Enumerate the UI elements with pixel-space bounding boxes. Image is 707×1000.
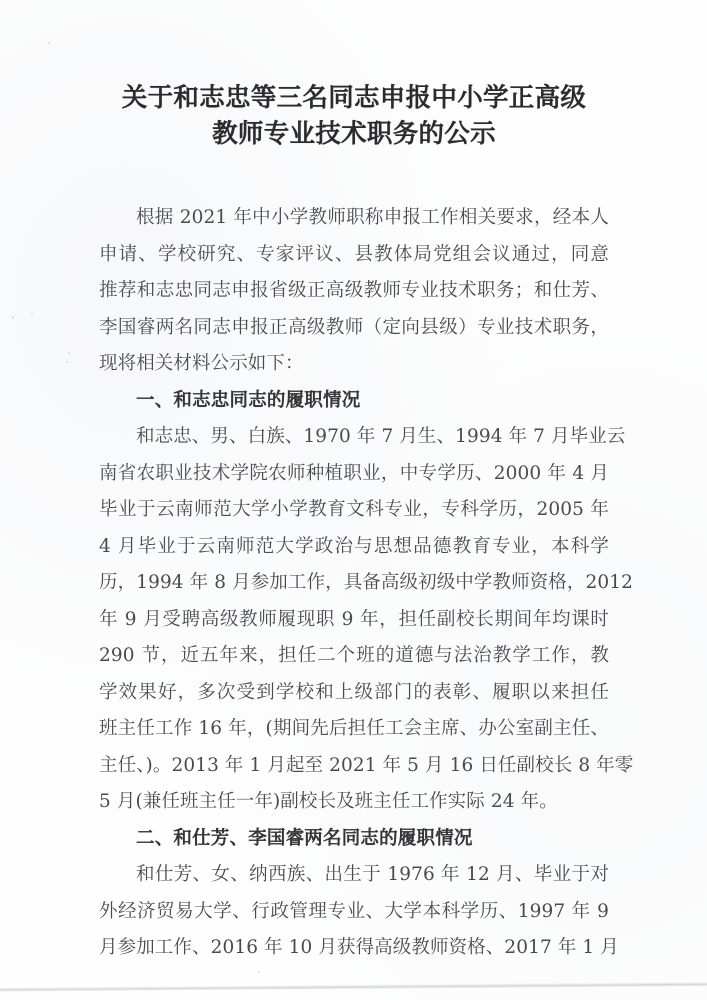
page-edge-shadow — [0, 976, 707, 992]
intro-paragraph — [99, 200, 609, 383]
scan-noise-speck — [48, 42, 50, 44]
paragraph-line: 4 月毕业于云南师范大学政治与思想品德教育专业，本科学 — [99, 535, 609, 557]
scan-noise-speck — [31, 313, 33, 315]
scan-noise-speck — [68, 352, 70, 354]
paragraph-line: 班主任工作 16 年，(期间先后担任工会主席、办公室副主任、 — [99, 718, 609, 739]
paragraph-line: 5 月(兼任班主任一年)副校长及班主任工作实际 24 年。 — [99, 791, 558, 812]
paragraph-line: 历，1994 年 8 月参加工作，具备高级初级中学教师资格，2012 — [99, 572, 633, 593]
scan-noise-speck — [258, 971, 260, 973]
paragraph-line: 和仕芳、女、纳西族、出生于 1976 年 12 月、毕业于对 — [136, 864, 609, 885]
page-title-line-1: 关于和志忠等三名同志申报中小学正高级 — [121, 83, 587, 113]
document-content — [99, 0, 634, 967]
paragraph-line: 外经济贸易大学、行政管理专业、大学本科学历、1997 年 9 — [99, 900, 609, 922]
paragraph-line: 毕业于云南师范大学小学教育文科专业，专科学历，2005 年 — [99, 499, 609, 520]
paragraph-line: 申请、学校研究、专家评议、县教体局党组会议通过，同意 — [99, 243, 609, 265]
paragraph-line: 月参加工作、2016 年 10 月获得高级教师资格、2017 年 1 月 — [99, 937, 619, 958]
paragraph-line: 主任、)。2013 年 1 月起至 2021 年 5 月 16 日任副校长 8 年零 — [99, 754, 634, 776]
scan-noise-speck — [66, 361, 68, 363]
paragraph-line: 根据 2021 年中小学教师职称申报工作相关要求，经本人 — [136, 207, 609, 228]
scan-noise-speck — [12, 316, 14, 319]
page-title — [99, 0, 609, 152]
paragraph-line: 和志忠、男、白族、1970 年 7 月生、1994 年 7 月毕业云 — [136, 426, 626, 447]
section-paragraph-2 — [99, 857, 619, 967]
paragraph-line: 现将相关材料公示如下： — [99, 353, 304, 374]
paragraph-line: 南省农职业技术学院农师种植职业，中专学历、2000 年 4 月 — [99, 462, 609, 484]
section-paragraph-1 — [99, 419, 634, 821]
paragraph-line: 李国睿两名同志申报正高级教师（定向县级）专业技术职务， — [99, 316, 609, 338]
paragraph-line: 年 9 月受聘高级教师履现职 9 年，担任副校长期间年均课时 — [99, 608, 609, 630]
paragraph-line: 290 节，近五年来，担任二个班的道德与法治教学工作，教 — [99, 645, 609, 666]
section-heading-1: 一、和志忠同志的履职情况 — [136, 389, 361, 411]
paragraph-line: 推荐和志忠同志申报省级正高级教师专业技术职务；和仕芳、 — [99, 280, 609, 301]
paragraph-line: 学效果好，多次受到学校和上级部门的表彰、履职以来担任 — [99, 681, 609, 703]
section-heading-2: 二、和仕芳、李国睿两名同志的履职情况 — [136, 827, 473, 849]
page-title-line-2: 教师专业技术职务的公示 — [212, 119, 496, 149]
